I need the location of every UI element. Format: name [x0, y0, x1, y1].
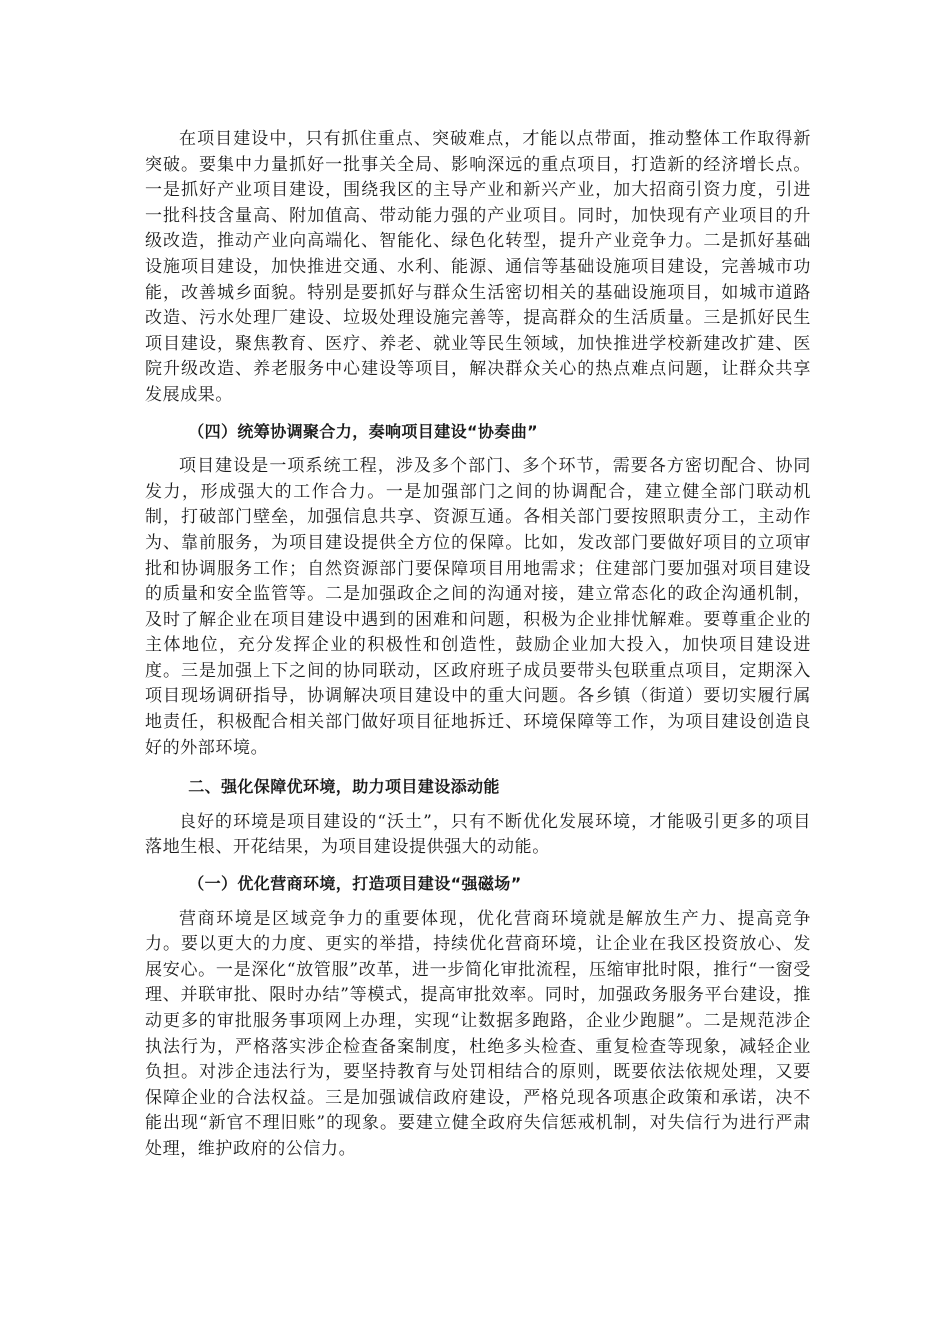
paragraph-project-focus: 在项目建设中，只有抓住重点、突破难点，才能以点带面，推动整体工作取得新突破。要集中力量抓好一批事关全局、影响深远的重点项目，打造新的经济增长点。一是抓好产业项目建设，围绕我区的主导产业和新兴产业，加大招商引资力度，引进一批科技含量高、附加值高、带动能力强的产业项目。同时，加快现有产业项目的升级改造，推动产业向高端化、智能化、绿色化转型，提升产业竞争力。二是抓好基础设施项目建设，加快推进交通、水利、能源、通信等基础设施项目建设，完善城市功能，改善城乡面貌。特别是要抓好与群众生活密切相关的基础设施项目，如城市道路改造、污水处理厂建设、垃圾处理设施完善等，提高群众的生活质量。三是抓好民生项目建设，聚焦教育、医疗、养老、就业等民生领域，加快推进学校新建改扩建、医院升级改造、养老服务中心建设等项目，解决群众关心的热点难点问题，让群众共享发展成果。 [145, 129, 811, 405]
document-page [145, 127, 811, 1163]
paragraph-coordination: 项目建设是一项系统工程，涉及多个部门、多个环节，需要各方密切配合、协同发力，形成强大的工作合力。一是加强部门之间的协调配合，建立健全部门联动机制，打破部门壁垒，加强信息共享、资源互通。各相关部门要按照职责分工，主动作为、靠前服务，为项目建设提供全方位的保障。比如，发改部门要做好项目的立项审批和协调服务工作；自然资源部门要保障项目用地需求；住建部门要加强对项目建设的质量和安全监管等。二是加强政企之间的沟通对接，建立常态化的政企沟通机制，及时了解企业在项目建设中遇到的困难和问题，积极为企业排忧解难。要尊重企业的主体地位，充分发挥企业的积极性和创造性，鼓励企业加大投入，加快项目建设进度。三是加强上下之间的协同联动，区政府班子成员要带头包联重点项目，定期深入项目现场调研指导，协调解决项目建设中的重大问题。各乡镇（街道）要切实履行属地责任，积极配合相关部门做好项目征地拆迁、环境保障等工作，为项目建设创造良好的外部环境。 [145, 456, 811, 758]
spacer [145, 761, 811, 774]
spacer [145, 861, 811, 871]
spacer [145, 409, 811, 419]
section-heading-environment: 二、强化保障优环境，助力项目建设添动能 [188, 777, 500, 797]
subheading-business-environment: （一）优化营商环境，打造项目建设“强磁场” [188, 874, 522, 894]
spacer [145, 444, 811, 454]
paragraph-environment-intro: 良好的环境是项目建设的“沃土”，只有不断优化发展环境，才能吸引更多的项目落地生根、开花结果，为项目建设提供强大的动能。 [145, 811, 811, 858]
subheading-coordination: （四）统筹协调聚合力，奏响项目建设“协奏曲” [188, 421, 539, 441]
spacer [145, 800, 811, 810]
spacer [145, 897, 811, 907]
paragraph-business-environment: 营商环境是区域竞争力的重要体现，优化营商环境就是解放生产力、提高竞争力。要以更大的力度、更实的举措，持续优化营商环境，让企业在我区投资放心、发展安心。一是深化“放管服”改革，进一步简化审批流程，压缩审批时限，推行“一窗受理、并联审批、限时办结”等模式，提高审批效率。同时，加强政务服务平台建设，推动更多的审批服务事项网上办理，实现“让数据多跑路，企业少跑腿”。二是规范涉企执法行为，严格落实涉企检查备案制度，杜绝多头检查、重复检查等现象，减轻企业负担。对涉企违法行为，要坚持教育与处罚相结合的原则，既要依法依规处理，又要保障企业的合法权益。三是加强诚信政府建设，严格兑现各项惠企政策和承诺，决不能出现“新官不理旧账”的现象。要建立健全政府失信惩戒机制，对失信行为进行严肃处理，维护政府的公信力。 [145, 908, 811, 1159]
